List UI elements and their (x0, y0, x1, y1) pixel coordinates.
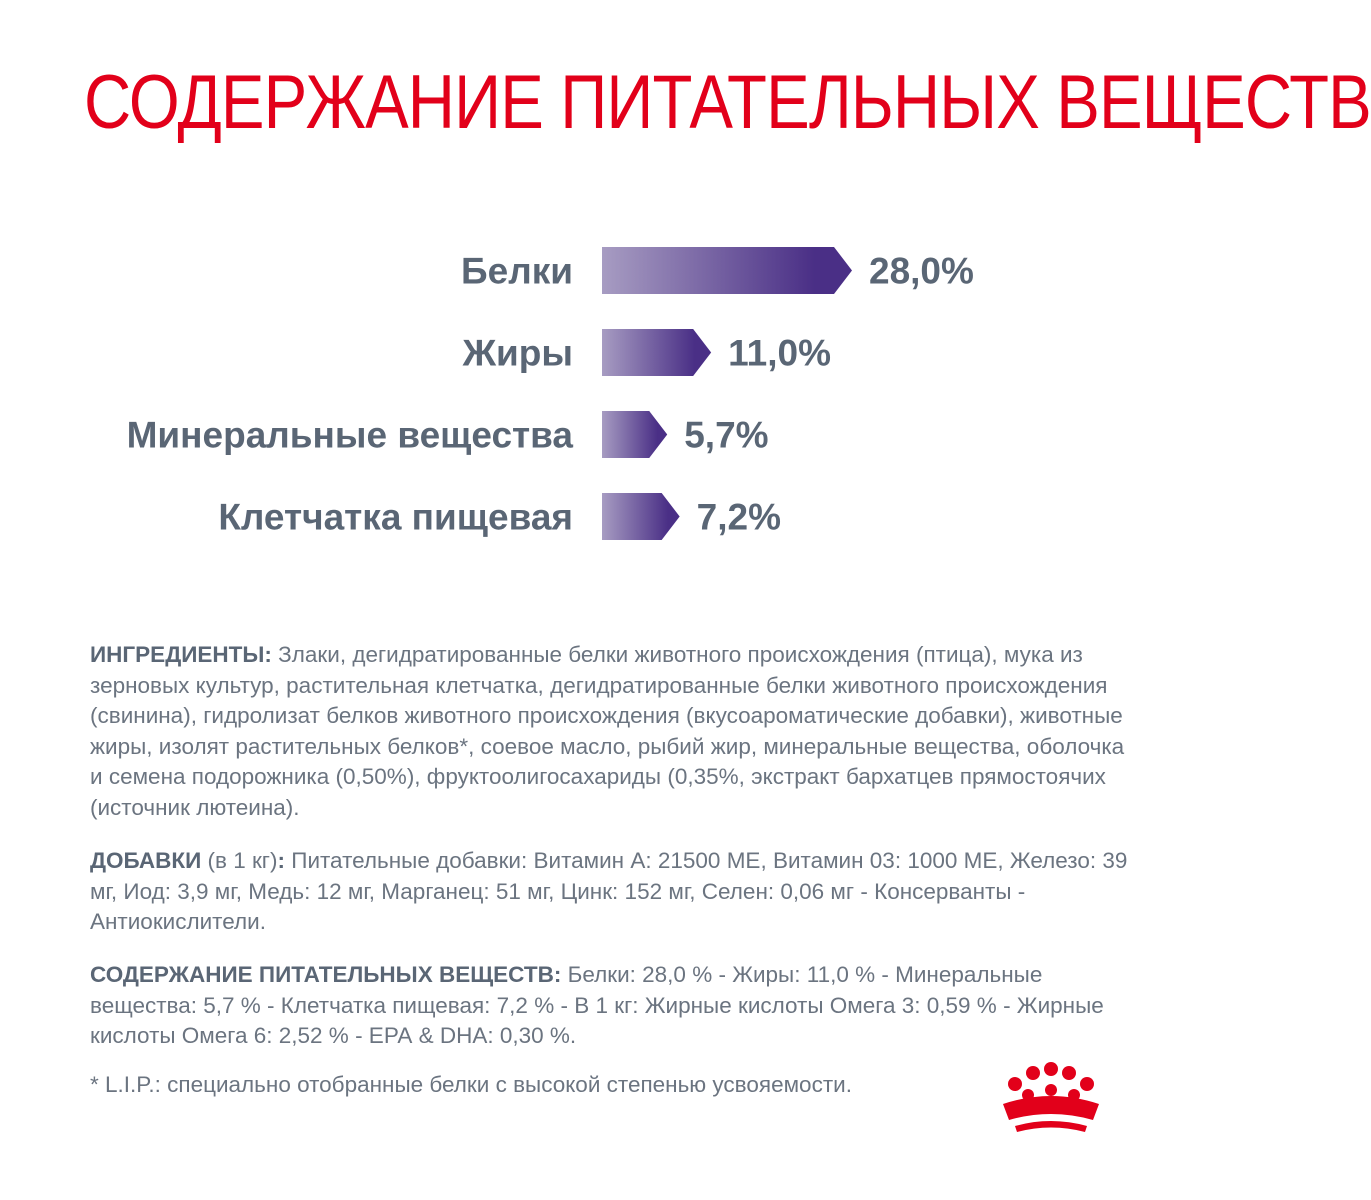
bar-4 (602, 493, 680, 540)
nutrients-label: СОДЕРЖАНИЕ ПИТАТЕЛЬНЫХ ВЕЩЕСТВ: (90, 962, 562, 987)
ingredients-paragraph (90, 640, 1130, 823)
ingredients-text: Злаки, дегидратированные белки животного происхождения (птица), мука из зерновых культур, растительная клетчатка, дегидратированные белки животного происхождения (свинина), гидролизат белков животного происхождения (вкусоароматические добавки), животные жиры, изолят растительных белков*, соевое масло, рыбий жир, минеральные вещества, оболочка и семена подорожника (0,50%), фруктоолигосахариды (0,35%, экстракт бархатцев прямостоячих (источник лютеина). (90, 642, 1125, 820)
footnote: * L.I.P.: специально отобранные белки с высокой степенью усвояемости. (90, 1072, 852, 1097)
category-label: Клетчатка пищевая (218, 496, 573, 538)
nutrients-text: Белки: 28,0 % - Жиры: 11,0 % - Минеральные вещества: 5,7 % - Клетчатка пищевая: 7,2 % - В 1 кг: Жирные кислоты Омега 3: 0,59 % - Жирные кислоты Омега 6: 2,52 % - ЕРА & DHA: 0,30 %. (90, 962, 1104, 1048)
bar-2 (602, 329, 711, 376)
bar-1 (602, 247, 852, 294)
page-title: СОДЕРЖАНИЕ ПИТАТЕЛЬНЫХ ВЕЩЕСТВ (84, 60, 1371, 145)
nutrients-paragraph (90, 960, 1130, 1052)
category-label: Минеральные вещества (126, 414, 573, 456)
value-label: 11,0% (728, 332, 832, 374)
additives-paragraph (90, 846, 1130, 938)
additives-sub: (в 1 кг) (201, 848, 278, 873)
additives-label: ДОБАВКИ (90, 848, 202, 873)
category-label: Жиры (462, 332, 573, 374)
bar-3 (602, 411, 667, 458)
additives-text: Питательные добавки: Витамин А: 21500 МЕ, Витамин 03: 1000 МЕ, Железо: 39 мг, Иод: 3,9 мг, Медь: 12 мг, Марганец: 51 мг, Цинк: 152 мг, Селен: 0,06 мг - Консерванты - Антиокислители. (90, 848, 1128, 934)
value-label: 28,0% (869, 250, 974, 292)
value-label: 5,7% (684, 414, 769, 456)
value-label: 7,2% (696, 496, 782, 538)
additives-colon: : (277, 848, 286, 873)
category-label: Белки (461, 250, 573, 292)
nutrient-bar-chart (0, 220, 1200, 560)
royal-canin-crown-logo (995, 1060, 1105, 1140)
ingredients-label: ИНГРЕДИЕНТЫ: (90, 642, 272, 667)
